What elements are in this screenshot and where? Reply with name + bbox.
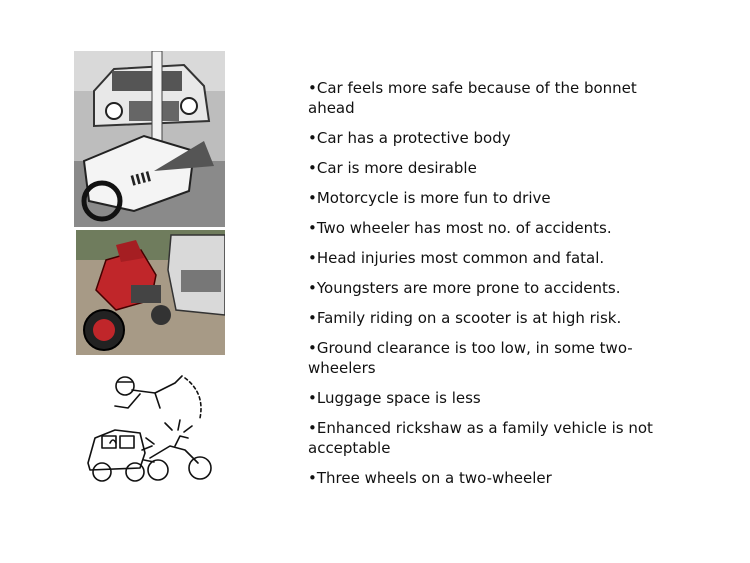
bullet-list — [308, 78, 688, 498]
list-item: •Ground clearance is too low, in some two-wheelers — [308, 339, 633, 377]
list-item: •Motorcycle is more fun to drive — [308, 189, 551, 207]
list-item: •Car has a protective body — [308, 129, 511, 147]
list-item: •Family riding on a scooter is at high risk. — [308, 309, 622, 327]
car-scooter-crash-photo — [74, 51, 225, 227]
list-item: •Car feels more safe because of the bonnet ahead — [308, 79, 637, 117]
motorcycle-crash-photo — [76, 230, 225, 355]
cartoon-collision-drawing — [80, 368, 220, 493]
svg-text:IIII: IIII — [128, 169, 154, 190]
list-item: •Three wheels on a two-wheeler — [308, 469, 552, 487]
list-item: •Luggage space is less — [308, 389, 481, 407]
list-item: •Car is more desirable — [308, 159, 477, 177]
list-item: •Enhanced rickshaw as a family vehicle is not acceptable — [308, 419, 653, 457]
list-item: •Head injuries most common and fatal. — [308, 249, 605, 267]
list-item: •Two wheeler has most no. of accidents. — [308, 219, 612, 237]
list-item: •Youngsters are more prone to accidents. — [308, 279, 621, 297]
